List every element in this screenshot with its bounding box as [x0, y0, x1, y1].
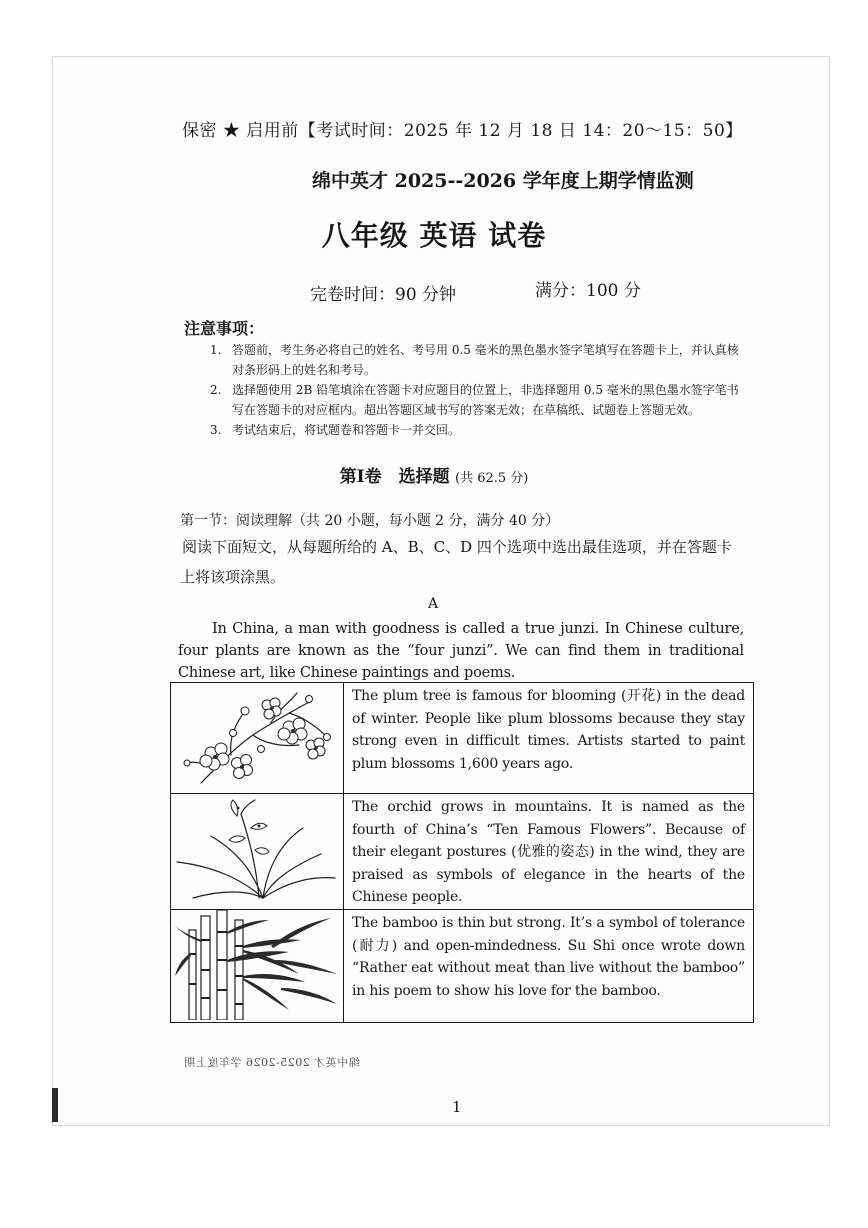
page-number: 1: [452, 1098, 462, 1116]
exam-full-score: 满分：100 分: [535, 281, 641, 301]
passage-letter: A: [428, 596, 439, 612]
confidential-exam-time-line: 保密 ★ 启用前【考试时间：2025 年 12 月 18 日 14：20～15：50】: [182, 121, 743, 141]
notice-heading: 注意事项：: [184, 319, 265, 338]
notice-item-text: 选择题使用 2B 铅笔填涂在答题卡对应题目的位置上，非选择题用 0.5 毫米的黑色墨水签字笔书写在答题卡的对应框内。超出答题区域书写的答案无效；在草稿纸、试题卷上答题无效。: [232, 383, 739, 417]
orchid-icon: [171, 794, 341, 904]
table-row: [171, 794, 754, 910]
plum-illustration-cell: [171, 683, 344, 794]
table-row: [171, 909, 754, 1022]
notice-item-text: 答题前，考生务必将自己的姓名、考号用 0.5 毫米的黑色墨水签字笔填写在答题卡上，并认真核对条形码上的姓名和考号。: [232, 343, 739, 377]
bamboo-description: The bamboo is thin but strong. It’s a symbol of tolerance (耐力) and open-mindedness. Su Shi once wrote down “Rather eat without meat than live without the bamboo” in his poem to show his love for the bamboo.: [344, 909, 754, 1022]
exam-title: 八年级 英语 试卷: [321, 219, 547, 252]
mirrored-bleed-through-note: 绵中英才 2025-2026 学年度上期: [184, 1056, 360, 1069]
notice-item-number: 2.: [210, 383, 222, 397]
school-term-line: 绵中英才 2025--2026 学年度上期学情监测: [312, 170, 694, 192]
blossom: [262, 698, 281, 719]
notice-item: [210, 420, 750, 440]
blossom: [306, 738, 325, 759]
bamboo-illustration-cell: [171, 909, 344, 1022]
blossom: [232, 755, 253, 779]
part-one-label: 第Ⅰ卷 选择题: [339, 467, 450, 487]
section-one-heading: 第一节：阅读理解（共 20 小题，每小题 2 分，满分 40 分）: [180, 513, 560, 529]
part-one-points: (共 62.5 分): [455, 471, 529, 486]
orchid-illustration-cell: [171, 794, 344, 910]
scan-edge-mark: [52, 1088, 58, 1122]
orchid-description: The orchid grows in mountains. It is named as the fourth of China’s “Ten Famous Flowers”. Because of their elegant postures (优雅的姿态) in the wind, they are praised as symbols of elegance in the hearts of the Chinese people.: [344, 794, 754, 910]
bamboo-icon: [171, 910, 341, 1020]
blossom: [278, 718, 307, 744]
four-junzi-table: [170, 682, 754, 1023]
notice-item-number: 1.: [210, 343, 222, 357]
notice-item-number: 3.: [210, 423, 222, 437]
section-one-instruction: 阅读下面短文，从每题所给的 A、B、C、D 四个选项中选出最佳选项，并在答题卡上将该项涂黑。: [180, 538, 732, 586]
notice-item: [210, 380, 750, 420]
table-row: [171, 683, 754, 794]
part-one-heading: [0, 462, 868, 487]
plum-description: The plum tree is famous for blooming (开花) in the dead of winter. People like plum blossoms because they stay strong even in difficult times. Artists started to paint plum blossoms 1,600 years ago.: [344, 683, 754, 794]
notice-list: [210, 340, 750, 440]
notice-item-text: 考试结束后，将试题卷和答题卡一并交回。: [232, 423, 461, 437]
plum-blossom-icon: [171, 683, 341, 791]
exam-duration: 完卷时间：90 分钟: [310, 285, 457, 305]
passage-intro: In China, a man with goodness is called a true junzi. In Chinese culture, four plants are known as the “four junzi”. We can find them in traditional Chinese art, like Chinese paintings and poems.: [178, 621, 744, 681]
notice-item: [210, 340, 750, 380]
blossom: [200, 743, 229, 770]
